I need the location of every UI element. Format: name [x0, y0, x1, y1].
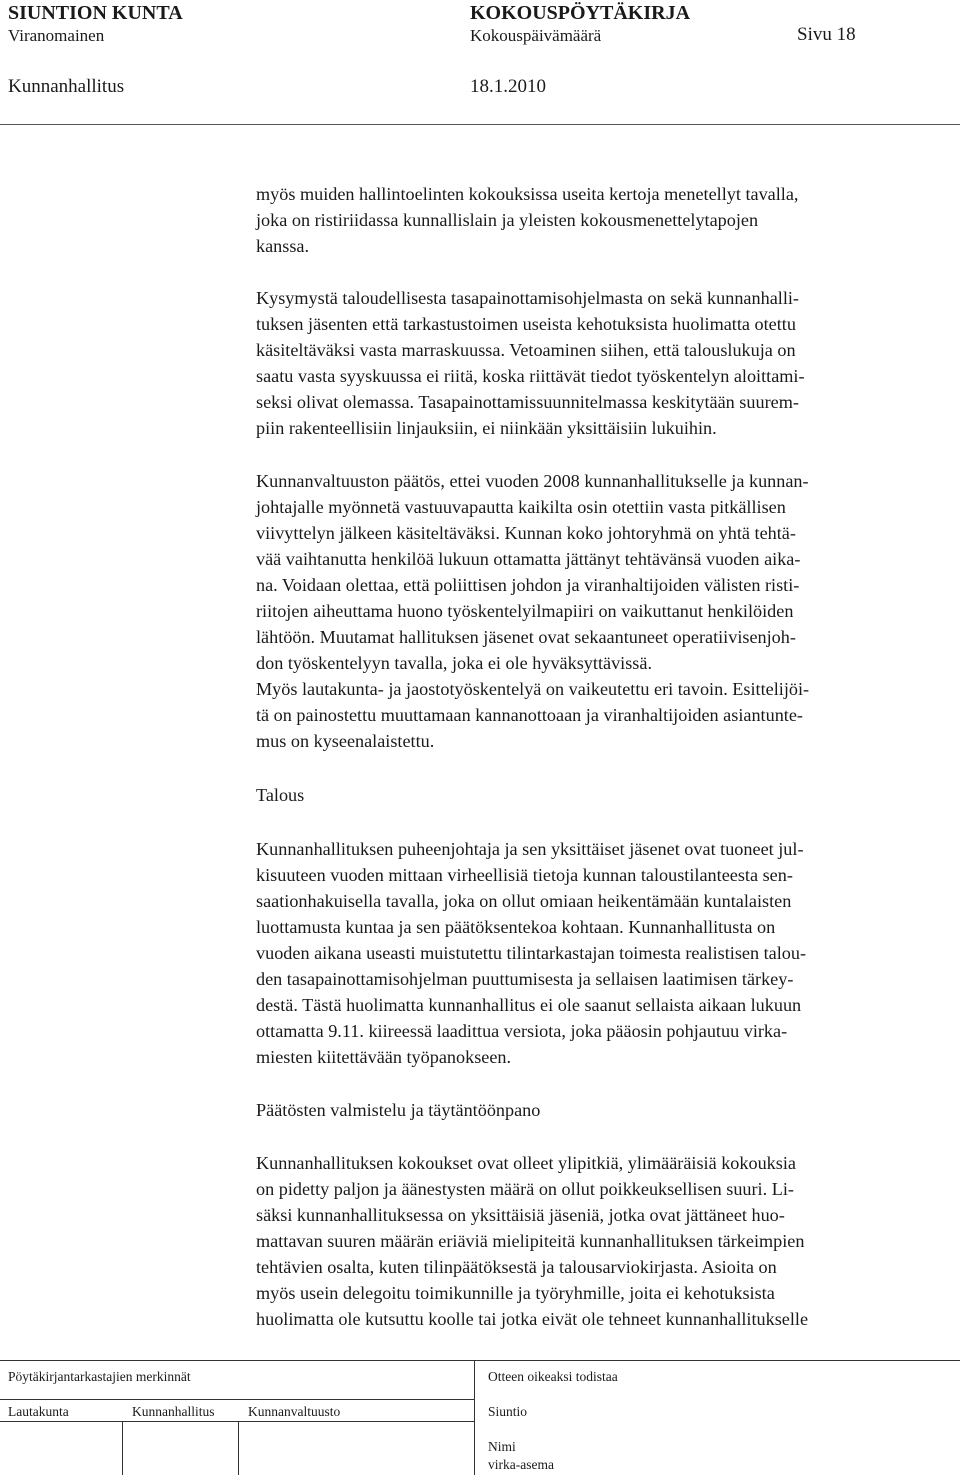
- meeting-date-label: Kokouspäivämäärä: [470, 26, 602, 45]
- paragraph-5: Kunnanhallituksen kokoukset ovat olleet ylipitkiä, ylimääräisiä kokouksia on pidetty paljon ja äänestysten määrä on ollut poikkeuksellisen suuri. Li- säksi kunnanhallituksessa on yksittäisiä jäseniä, jotka ovat jättäneet huo- mattavan suuren määrän eriäviä mielipiteitä kunnanhallituksen tärkeimpien tehtävien osalta, kuten tilinpäätöksestä ja talousarviokirjasta. Asioita on myös usein delegoitu toimikunnille ja työryhmille, joita ei kehotuksista huolimatta ole kutsuttu koolle tai jotka eivät ole tehneet kunnanhallitukselle: [256, 1153, 809, 1329]
- name-label: Nimi: [488, 1439, 516, 1454]
- document-type: KOKOUSPÖYTÄKIRJA: [470, 2, 691, 24]
- footer-col-divider-1: [122, 1421, 123, 1475]
- paragraph-3: Kunnanvaltuuston päätös, ettei vuoden 2008 kunnanhallitukselle ja kunnan- johtajalle myönnetä vastuuvapautta kaikilta osin otettiin vasta pitkällisen viivyttelyn jälkeen käsiteltäväksi. Kunnan koko johtoryhmä on yhtä tehtä- vää vaihtanutta henkilöä lukuun ottamatta jättänyt tehtävänsä vuoden aika- na. Voidaan olettaa, että poliittisen johdon ja viranhaltijoiden välisten risti- riitojen aiheuttama huono työskentelyilmapiiri on vaikuttanut henkilöiden lähtöön. Muutamat hallituksen jäsenet ovat sekaantuneet operatiivisenjoh- don työskentelyyn tavalla, joka ei ole hyväksyttävissä. Myös lautakunta- ja jaostotyöskentelyä on vaikeutettu eri tavoin. Esittelijöi- tä on painostettu muuttamaan kannanottoaan ja viranhaltijoiden asiantunte- mus on kyseenalaistettu.: [256, 471, 810, 751]
- footer-top-rule: [0, 1360, 960, 1361]
- footer-left-row-rule: [0, 1399, 474, 1400]
- position-label: virka-asema: [488, 1457, 554, 1472]
- section-heading-decisions: Päätösten valmistelu ja täytäntöönpano: [256, 1100, 541, 1120]
- council-label: Kunnanvaltuusto: [248, 1404, 341, 1419]
- reviewers-label: Pöytäkirjantarkastajien merkinnät: [8, 1369, 191, 1384]
- page-footer: [0, 1360, 960, 1475]
- section-heading-talous: Talous: [256, 785, 305, 805]
- meeting-date: 18.1.2010: [470, 76, 546, 97]
- page-number: Sivu 18: [797, 24, 856, 45]
- municipality-name: SIUNTION KUNTA: [8, 2, 183, 24]
- authority-label: Viranomainen: [8, 26, 105, 45]
- paragraph-2: Kysymystä taloudellisesta tasapainottamisohjelmasta on sekä kunnanhalli- tuksen jäsenten että tarkastustoimen useista kehotuksista huolimatta otettu käsiteltäväksi vasta marraskuussa. Vetoaminen siihen, että talouslukuja on saatu vasta syyskuussa ei riitä, koska riittävät tiedot työskentelyn aloittami- seksi olivat olemassa. Tasapainottamissuunnitelmassa keskitytään suurem- piin rakenteellisiin linjauksiin, ei niinkään yksittäisiin lukuihin.: [256, 288, 805, 438]
- paragraph-1: myös muiden hallintoelinten kokouksissa useita kertoja menetellyt tavalla, joka on ristiriidassa kunnallislain ja yleisten kokousmenettelytapojen kanssa.: [256, 184, 799, 256]
- committee-label: Lautakunta: [8, 1404, 69, 1419]
- place-label: Siuntio: [488, 1404, 528, 1419]
- header-divider: [0, 124, 960, 125]
- authority-name: Kunnanhallitus: [8, 76, 125, 97]
- certified-label: Otteen oikeaksi todistaa: [488, 1369, 618, 1384]
- footer-left-row-rule-2: [0, 1421, 474, 1422]
- board-label: Kunnanhallitus: [132, 1404, 215, 1419]
- paragraph-4: Kunnanhallituksen puheenjohtaja ja sen yksittäiset jäsenet ovat tuoneet jul- kisuuteen vuoden mittaan virheellisiä tietoja kunnan taloustilanteesta sen- saationhakuisella tavalla, joka on ollut omiaan heikentämään kuntalaisten luottamusta kuntaa ja sen päätöksentekoa kohtaan. Kunnanhallitusta on vuoden aikana useasti muistutettu tilintarkastajan toimesta realistisen talou- den tasapainottamisohjelman puuttumisesta ja sellaisen laatimisen tärkey- destä. Tästä huolimatta kunnanhallitus ei ole saanut sellaista aikaan lukuun ottamatta 9.11. kiireessä laadittua versiota, joka pääosin pohjautuu virka- miesten kiitettävään työpanokseen.: [256, 839, 807, 1067]
- footer-center-divider: [474, 1360, 475, 1475]
- footer-col-divider-2: [238, 1421, 239, 1475]
